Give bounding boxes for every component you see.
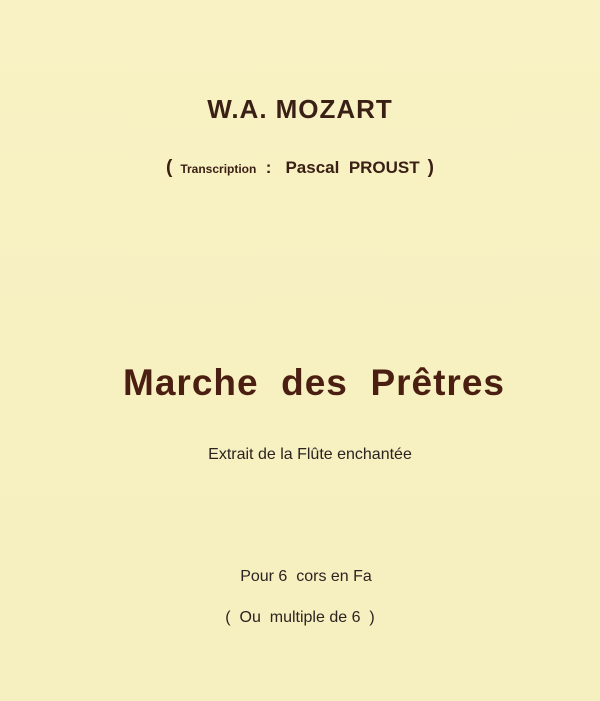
arranger-last-name: PROUST: [348, 158, 420, 177]
composer-name: [0, 94, 600, 125]
transcription-label: Transcription: [180, 162, 257, 176]
multiple-note: ( Ou multiple de 6 ): [225, 609, 375, 626]
instrumentation: Pour 6 cors en Fa: [240, 568, 372, 585]
transcription-credit: [0, 157, 600, 179]
close-paren: ): [427, 157, 434, 178]
composer-surname: MOZART: [275, 94, 393, 124]
arranger-first-name: Pascal: [285, 158, 340, 177]
piece-subtitle: Extrait de la Flûte enchantée: [208, 446, 412, 463]
transcription-colon: :: [265, 158, 272, 177]
piece-title: Marche des Prêtres: [123, 362, 505, 403]
composer-initials: W.A.: [207, 94, 268, 124]
open-paren: (: [166, 157, 173, 178]
